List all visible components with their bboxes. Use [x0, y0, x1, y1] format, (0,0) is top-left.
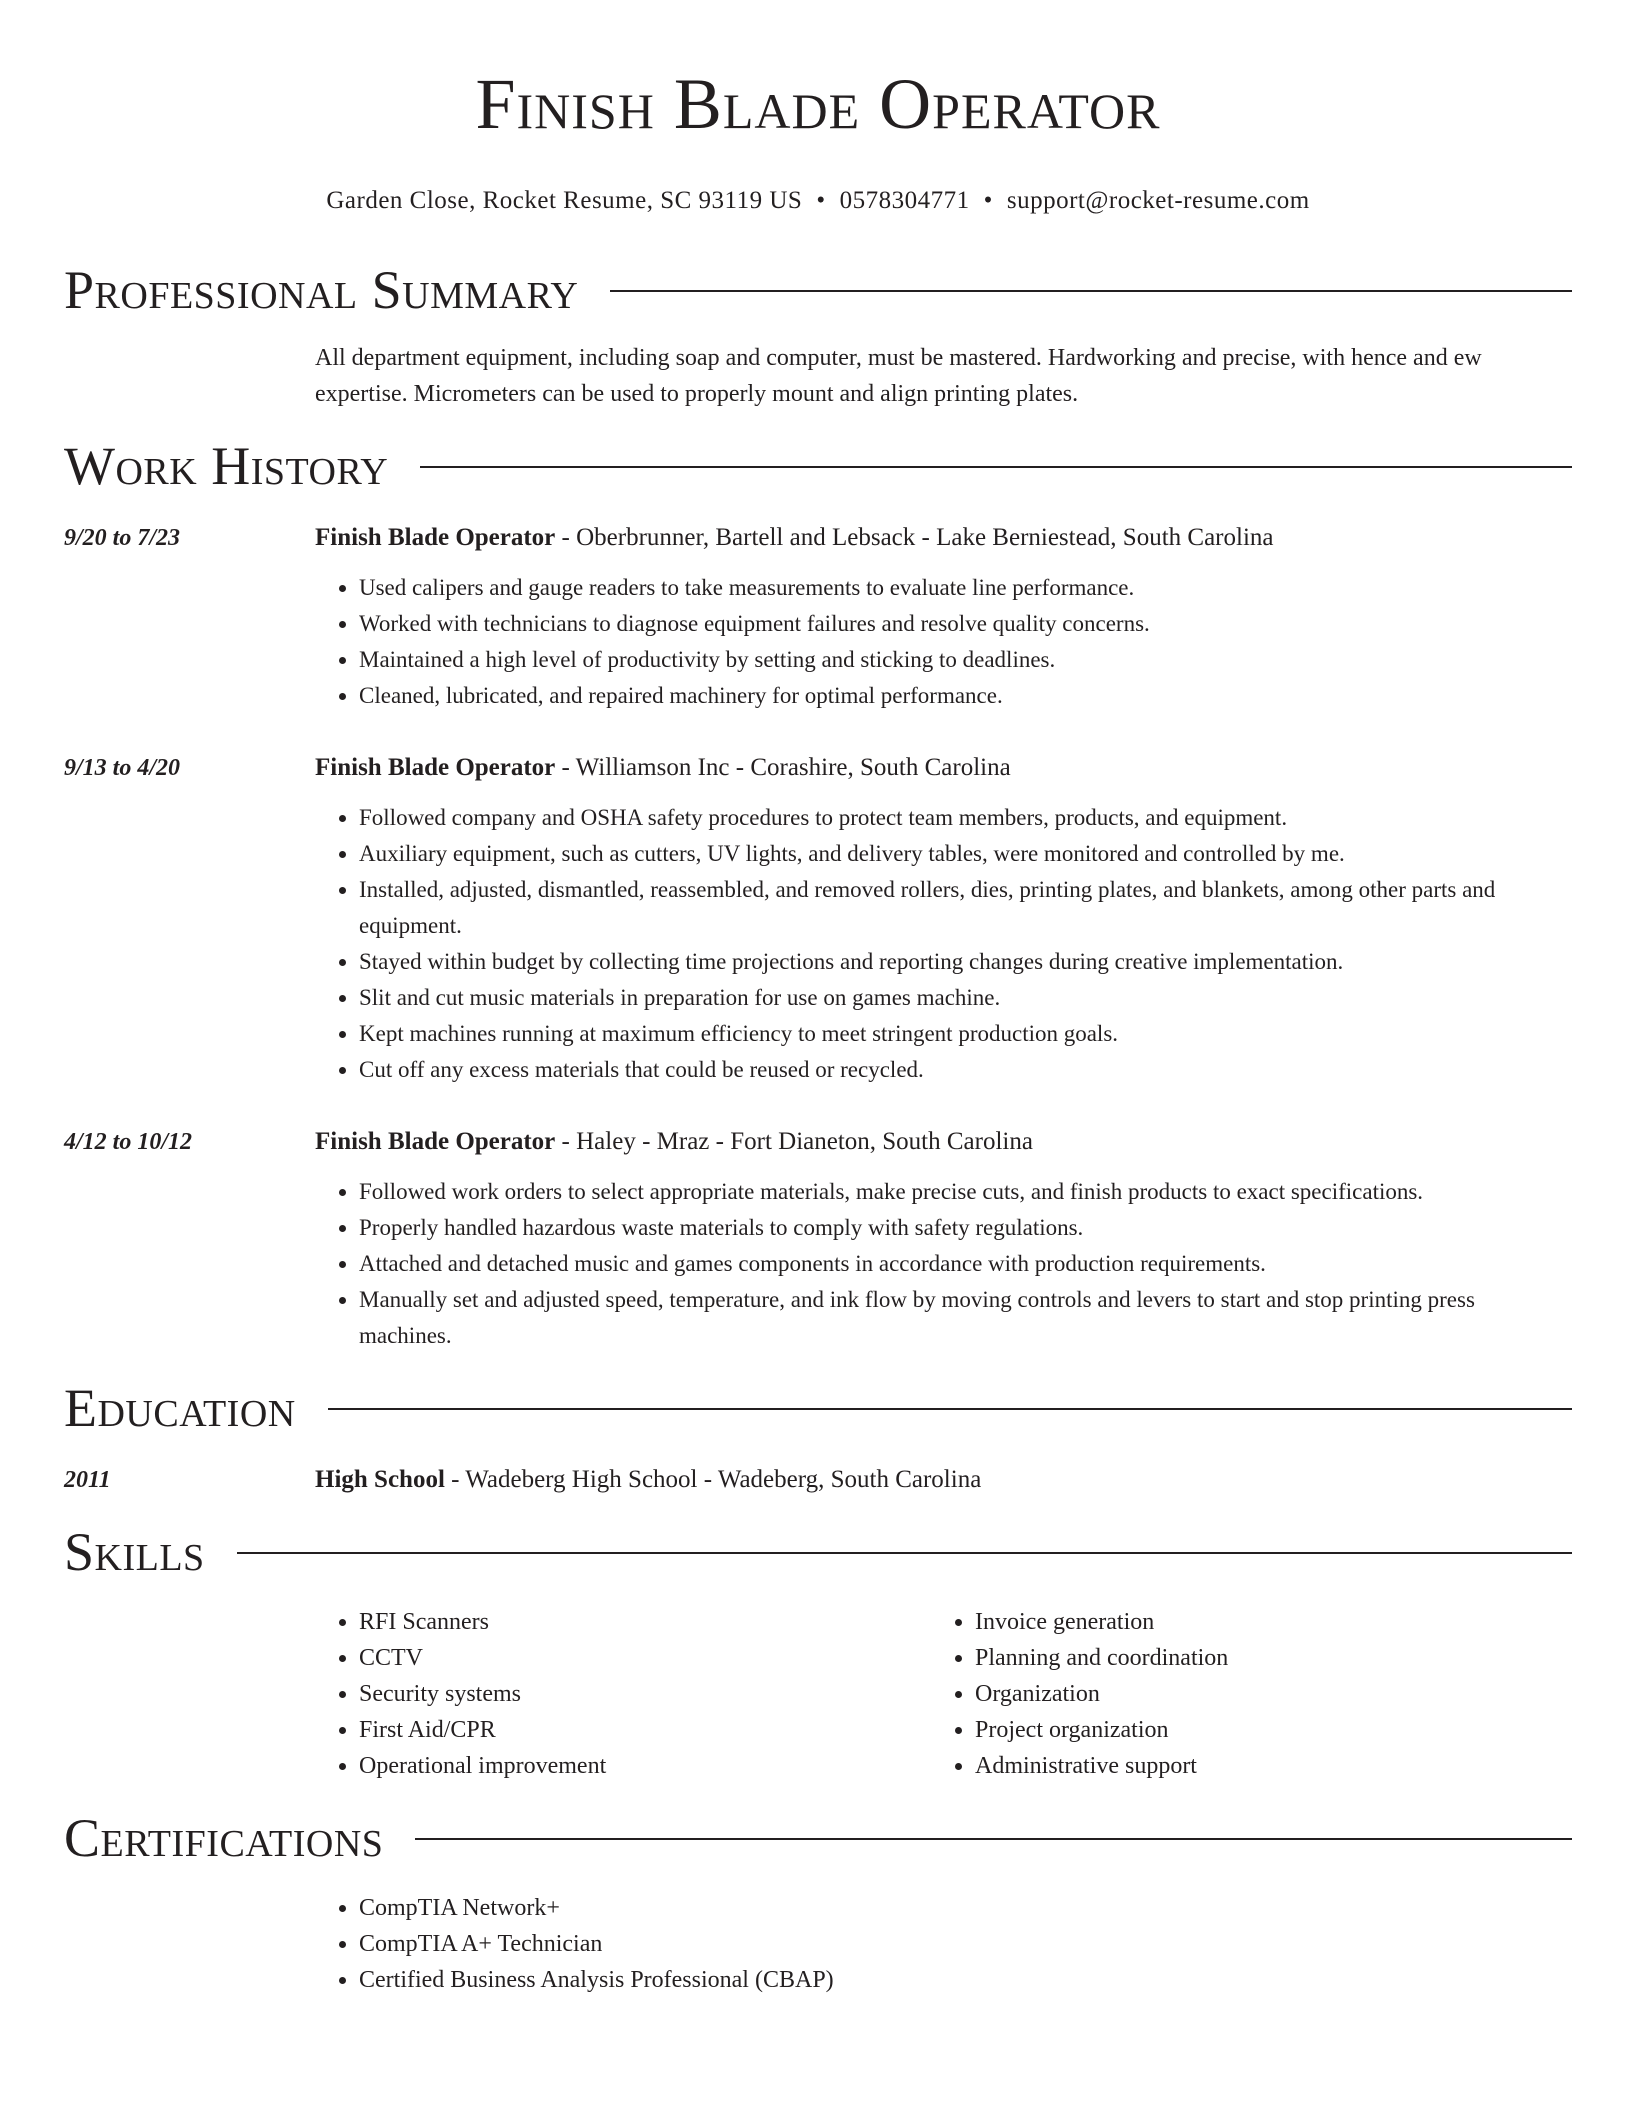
job-body: [315, 520, 1572, 714]
job-entry: [64, 750, 1572, 1088]
skills-heading: Skills: [64, 1522, 205, 1582]
skill-item: • Organization: [975, 1676, 1547, 1712]
job-title-line: [315, 1124, 1572, 1160]
skills-columns: [315, 1604, 1572, 1784]
job-bullet: • Slit and cut music materials in preparation for use on games machine.: [359, 980, 1572, 1016]
skill-item: • RFI Scanners: [359, 1604, 931, 1640]
job-bullet: • Cut off any excess materials that could be reused or recycled.: [359, 1052, 1572, 1088]
contact-email: support@rocket-resume.com: [1006, 187, 1310, 214]
job-bullet: • Installed, adjusted, dismantled, reassembled, and removed rollers, dies, printing plates, and blankets, among other parts and equipment.: [359, 872, 1572, 944]
section-divider: [610, 290, 1572, 292]
job-bullet: • Worked with technicians to diagnose equipment failures and resolve quality concerns.: [359, 606, 1572, 642]
job-bullets: [315, 800, 1572, 1088]
education-details: - Wadeberg High School - Wadeberg, South Carolina: [444, 1466, 982, 1493]
job-bullet: • Stayed within budget by collecting time projections and reporting changes during creative implementation.: [359, 944, 1572, 980]
summary-text: All department equipment, including soap and computer, must be mastered. Hardworking and precise, with hence and ew expertise. Micrometers can be used to properly mount and align printing plates.: [315, 345, 1482, 407]
job-details: - Haley - Mraz - Fort Dianeton, South Carolina: [555, 1128, 1033, 1155]
section-divider: [415, 1838, 1572, 1840]
education-degree: High School: [315, 1466, 445, 1493]
job-title: Finish Blade Operator: [315, 1128, 556, 1155]
job-title-line: [315, 750, 1572, 786]
section-divider: [328, 1408, 1572, 1410]
certifications-heading: Certifications: [64, 1808, 384, 1868]
section-divider: [420, 466, 1572, 468]
job-bullets: [315, 570, 1572, 714]
job-bullet: • Attached and detached music and games components in accordance with production requirements.: [359, 1246, 1572, 1282]
skill-item: • First Aid/CPR: [359, 1712, 931, 1748]
job-bullet: • Properly handled hazardous waste materials to comply with safety regulations.: [359, 1210, 1572, 1246]
work-heading: Work History: [64, 436, 389, 496]
summary-section-header: [64, 258, 1572, 322]
certifications-section-header: [64, 1806, 1572, 1870]
skills-left-column: [315, 1604, 931, 1784]
resume-page: [64, 0, 1572, 1998]
work-history-list: [64, 520, 1572, 1354]
skills-section-header: [64, 1520, 1572, 1584]
job-dates: 9/13 to 4/20: [64, 755, 181, 781]
education-entry: [64, 1462, 1572, 1498]
job-entry: [64, 1124, 1572, 1354]
job-bullet: • Kept machines running at maximum efficiency to meet stringent production goals.: [359, 1016, 1572, 1052]
certification-item: • Certified Business Analysis Professional (CBAP): [359, 1962, 1572, 1998]
contact-line: [64, 186, 1572, 216]
skill-item: • Planning and coordination: [975, 1640, 1547, 1676]
contact-separator: •: [816, 187, 826, 214]
certifications-items: [315, 1890, 1572, 1998]
certification-item: • CompTIA Network+: [359, 1890, 1572, 1926]
job-body: [315, 750, 1572, 1088]
contact-address: Garden Close, Rocket Resume, SC 93119 US: [326, 187, 803, 214]
job-bullet: • Auxiliary equipment, such as cutters, UV lights, and delivery tables, were monitored and controlled by me.: [359, 836, 1572, 872]
skills-right-column: [931, 1604, 1547, 1784]
skill-item: • Operational improvement: [359, 1748, 931, 1784]
job-dates: 4/12 to 10/12: [64, 1129, 193, 1155]
education-section-header: [64, 1376, 1572, 1440]
section-divider: [237, 1552, 1572, 1554]
job-title: Finish Blade Operator: [315, 754, 556, 781]
education-year: 2011: [64, 1467, 111, 1493]
work-section-header: [64, 434, 1572, 498]
job-body: [315, 1124, 1572, 1354]
job-details: - Oberbrunner, Bartell and Lebsack - Lake Berniestead, South Carolina: [555, 524, 1274, 551]
education-line: [315, 1462, 981, 1498]
job-title-line: [315, 520, 1572, 556]
education-heading: Education: [64, 1378, 296, 1438]
job-title: Finish Blade Operator: [315, 524, 556, 551]
contact-phone: 0578304771: [839, 187, 970, 214]
summary-heading: Professional Summary: [64, 260, 579, 320]
resume-name: Finish Blade Operator: [475, 64, 1161, 144]
skill-item: • Security systems: [359, 1676, 931, 1712]
job-bullet: • Cleaned, lubricated, and repaired machinery for optimal performance.: [359, 678, 1572, 714]
job-bullet: • Manually set and adjusted speed, temperature, and ink flow by moving controls and levers to start and stop printing press machines.: [359, 1282, 1572, 1354]
certifications-list: [315, 1890, 1572, 1998]
job-bullets: [315, 1174, 1572, 1354]
job-bullet: • Followed company and OSHA safety procedures to protect team members, products, and equipment.: [359, 800, 1572, 836]
job-bullet: • Used calipers and gauge readers to take measurements to evaluate line performance.: [359, 570, 1572, 606]
job-bullet: • Maintained a high level of productivity by setting and sticking to deadlines.: [359, 642, 1572, 678]
skill-item: • Project organization: [975, 1712, 1547, 1748]
job-details: - Williamson Inc - Corashire, South Carolina: [555, 754, 1011, 781]
job-dates: 9/20 to 7/23: [64, 525, 181, 551]
job-entry: [64, 520, 1572, 714]
certification-item: • CompTIA A+ Technician: [359, 1926, 1572, 1962]
skill-item: • Administrative support: [975, 1748, 1547, 1784]
skill-item: • CCTV: [359, 1640, 931, 1676]
contact-separator: •: [983, 187, 993, 214]
job-bullet: • Followed work orders to select appropriate materials, make precise cuts, and finish products to exact specifications.: [359, 1174, 1572, 1210]
skill-item: • Invoice generation: [975, 1604, 1547, 1640]
